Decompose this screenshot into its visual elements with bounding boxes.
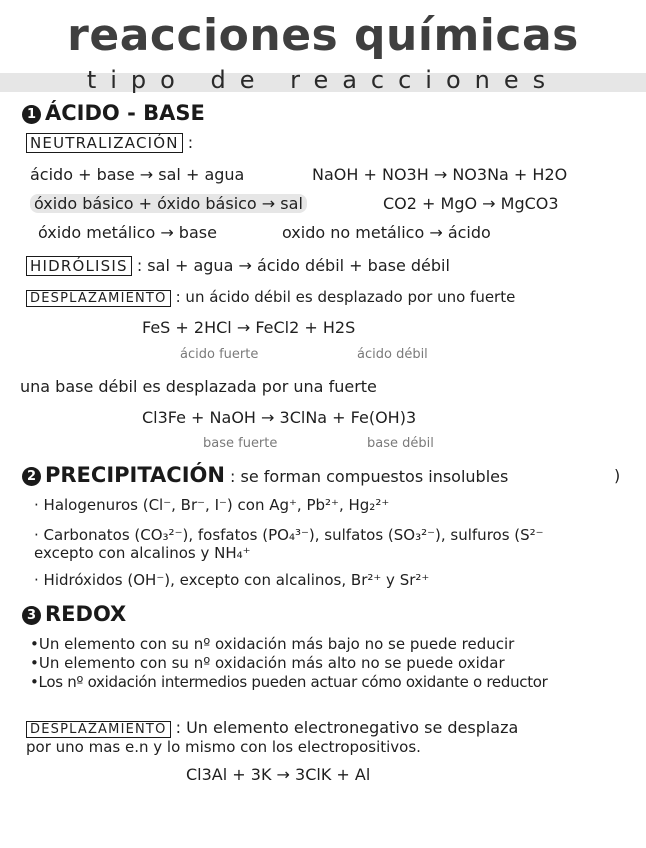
neutralizacion-line3b: oxido no metálico → ácido bbox=[282, 223, 491, 242]
neutralizacion-label: NEUTRALIZACIÓN bbox=[26, 133, 183, 153]
hidrolisis-label: HIDRÓLISIS bbox=[26, 256, 132, 276]
redox-desplazamiento-label: DESPLAZAMIENTO bbox=[26, 721, 171, 738]
desplazamiento-eq2: Cl3Fe + NaOH → 3ClNa + Fe(OH)3 bbox=[142, 408, 417, 427]
redox-bullet-1: •Un elemento con su nº oxidación más bajo no se puede reducir bbox=[30, 635, 515, 653]
precipitacion-item-1: · Halogenuros (Cl⁻, Br⁻, I⁻) con Ag⁺, Pb²⁺, Hg₂²⁺ bbox=[34, 496, 390, 514]
section-title: PRECIPITACIÓN bbox=[45, 463, 225, 487]
precipitacion-desc: : se forman compuestos insolubles bbox=[230, 467, 509, 486]
precipitacion-item-3: · Hidróxidos (OH⁻), excepto con alcalinos, Br²⁺ y Sr²⁺ bbox=[34, 571, 430, 589]
redox-bullet-2: •Un elemento con su nº oxidación más alto no se puede oxidar bbox=[30, 654, 505, 672]
redox-desplazamiento-eq: Cl3Al + 3K → 3ClK + Al bbox=[186, 765, 371, 784]
desplazamiento-eq1: FeS + 2HCl → FeCl2 + H2S bbox=[142, 318, 356, 337]
desplazamiento-text: : un ácido débil es desplazado por uno fuerte bbox=[175, 288, 516, 306]
redox-desplazamiento-row bbox=[26, 718, 518, 740]
neutralizacion-line1: ácido + base → sal + agua bbox=[30, 165, 245, 184]
highlighted-text: óxido básico + óxido básico → sal bbox=[30, 194, 307, 213]
neutralizacion-row bbox=[26, 133, 193, 153]
note-base-fuerte: base fuerte bbox=[203, 436, 278, 451]
section-precipitacion-heading bbox=[22, 463, 508, 487]
note-acido-fuerte: ácido fuerte bbox=[180, 347, 259, 362]
section-acido-base-heading bbox=[22, 101, 205, 125]
section-number-badge: 2 bbox=[22, 467, 41, 486]
precipitacion-item-2b: excepto con alcalinos y NH₄⁺ bbox=[34, 544, 251, 562]
desplazamiento-row bbox=[26, 287, 515, 309]
section-redox-heading bbox=[22, 602, 126, 626]
page-title: reacciones químicas bbox=[67, 10, 579, 61]
desplazamiento-line2: una base débil es desplazada por una fuerte bbox=[20, 377, 377, 396]
precipitacion-item-2: · Carbonatos (CO₃²⁻), fosfatos (PO₄³⁻), sulfatos (SO₃²⁻), sulfuros (S²⁻ bbox=[34, 526, 544, 544]
redox-desplazamiento-text2: por uno mas e.n y lo mismo con los electropositivos. bbox=[26, 738, 421, 756]
hidrolisis-row bbox=[26, 256, 450, 276]
note-acido-debil: ácido débil bbox=[357, 347, 428, 362]
neutralizacion-eq1: NaOH + NO3H → NO3Na + H2O bbox=[312, 165, 568, 184]
precipitacion-paren: ) bbox=[614, 466, 621, 485]
neutralizacion-line3a: óxido metálico → base bbox=[38, 223, 217, 242]
redox-bullet-3: •Los nº oxidación intermedios pueden actuar cómo oxidante o reductor bbox=[30, 673, 548, 691]
section-title: ÁCIDO - BASE bbox=[45, 101, 205, 125]
note-base-debil: base débil bbox=[367, 436, 434, 451]
page-subtitle: tipo de reacciones bbox=[86, 66, 560, 94]
neutralizacion-line2 bbox=[30, 194, 307, 213]
redox-desplazamiento-text: : Un elemento electronegativo se desplaza bbox=[175, 718, 519, 737]
section-number-badge: 3 bbox=[22, 606, 41, 625]
hidrolisis-text: : sal + agua → ácido débil + base débil bbox=[136, 256, 450, 275]
neutralizacion-colon: : bbox=[187, 133, 194, 152]
desplazamiento-label: DESPLAZAMIENTO bbox=[26, 290, 171, 307]
section-number-badge: 1 bbox=[22, 105, 41, 124]
section-title: REDOX bbox=[45, 602, 127, 626]
neutralizacion-eq2: CO2 + MgO → MgCO3 bbox=[383, 194, 559, 213]
